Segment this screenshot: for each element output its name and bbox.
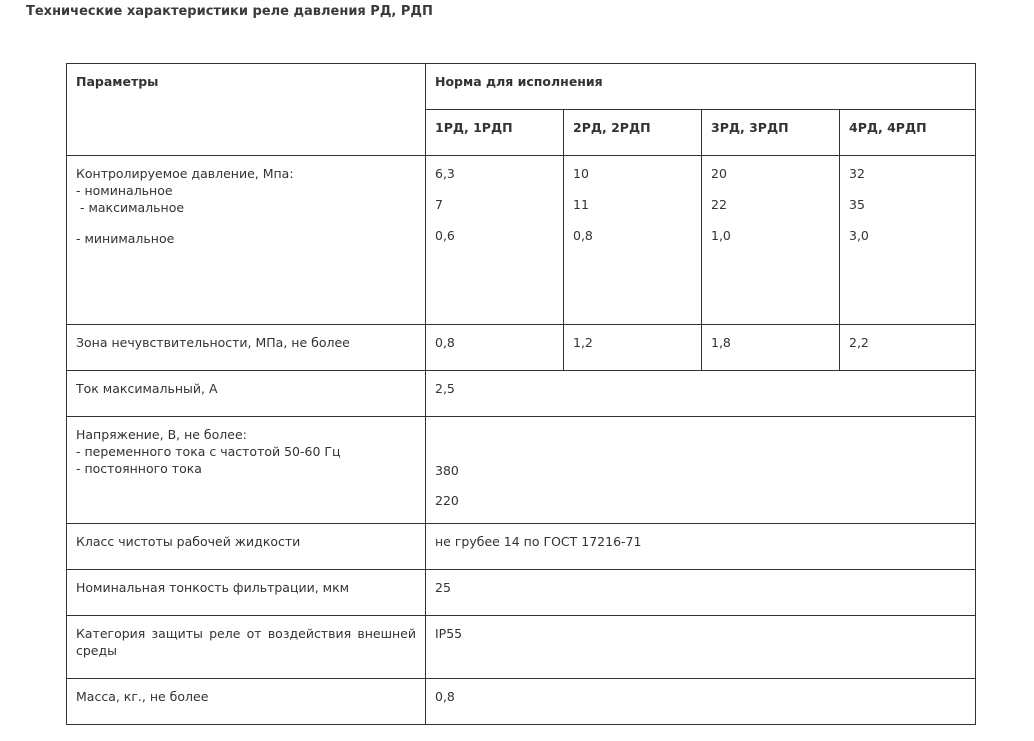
pressure-values-4	[840, 156, 976, 325]
pressure-sub-max: - максимальное	[76, 200, 185, 215]
current-label: Ток максимальный, А	[67, 371, 426, 417]
header-variant-1: 1РД, 1РДП	[426, 110, 564, 156]
row-dead-zone	[67, 325, 976, 371]
row-filtration	[67, 570, 976, 616]
current-value: 2,5	[426, 371, 976, 417]
pressure-value: 0,6	[435, 228, 455, 243]
voltage-sub-ac: - переменного тока с частотой 50-60 Гц	[76, 444, 341, 459]
dead-zone-label: Зона нечувствительности, МПа, не более	[67, 325, 426, 371]
pressure-label-cell	[67, 156, 426, 325]
row-voltage	[67, 417, 976, 524]
pressure-sub-min: - минимальное	[76, 231, 175, 246]
row-protection	[67, 616, 976, 679]
filtration-value: 25	[426, 570, 976, 616]
row-pressure	[67, 156, 976, 325]
voltage-label: Напряжение, В, не более:	[76, 427, 247, 442]
row-fluid-class	[67, 524, 976, 570]
header-variant-3: 3РД, 3РДП	[702, 110, 840, 156]
pressure-value: 35	[849, 197, 865, 212]
fluid-class-label: Класс чистоты рабочей жидкости	[67, 524, 426, 570]
pressure-value: 3,0	[849, 228, 869, 243]
mass-value: 0,8	[426, 679, 976, 725]
voltage-value-ac: 380	[435, 463, 459, 478]
pressure-value: 7	[435, 197, 443, 212]
fluid-class-value: не грубее 14 по ГОСТ 17216-71	[426, 524, 976, 570]
pressure-label: Контролируемое давление, Мпа:	[76, 166, 294, 181]
pressure-values-1	[426, 156, 564, 325]
pressure-sub-nominal: - номинальное	[76, 183, 173, 198]
pressure-values-2	[564, 156, 702, 325]
header-norm: Норма для исполнения	[426, 64, 976, 110]
header-variant-4: 4РД, 4РДП	[840, 110, 976, 156]
voltage-values	[426, 417, 976, 524]
voltage-value-dc: 220	[435, 493, 459, 508]
row-mass	[67, 679, 976, 725]
protection-value: IP55	[426, 616, 976, 679]
row-current	[67, 371, 976, 417]
mass-label: Масса, кг., не более	[67, 679, 426, 725]
pressure-value: 10	[573, 166, 589, 181]
dead-zone-value-1: 0,8	[426, 325, 564, 371]
voltage-sub-dc: - постоянного тока	[76, 461, 202, 476]
pressure-values-3	[702, 156, 840, 325]
pressure-value: 6,3	[435, 166, 455, 181]
dead-zone-value-4: 2,2	[840, 325, 976, 371]
page-title: Технические характеристики реле давления РД, РДП	[26, 4, 433, 19]
dead-zone-value-3: 1,8	[702, 325, 840, 371]
pressure-value: 32	[849, 166, 865, 181]
pressure-value: 11	[573, 197, 589, 212]
pressure-value: 1,0	[711, 228, 731, 243]
protection-label: Категория защиты реле от воздействия внешней среды	[67, 616, 426, 679]
dead-zone-value-2: 1,2	[564, 325, 702, 371]
specs-table	[66, 63, 976, 725]
voltage-label-cell	[67, 417, 426, 524]
filtration-label: Номинальная тонкость фильтрации, мкм	[67, 570, 426, 616]
header-row-1	[67, 64, 976, 110]
header-variant-2: 2РД, 2РДП	[564, 110, 702, 156]
pressure-value: 0,8	[573, 228, 593, 243]
header-parameters: Параметры	[67, 64, 426, 156]
pressure-value: 22	[711, 197, 727, 212]
pressure-value: 20	[711, 166, 727, 181]
